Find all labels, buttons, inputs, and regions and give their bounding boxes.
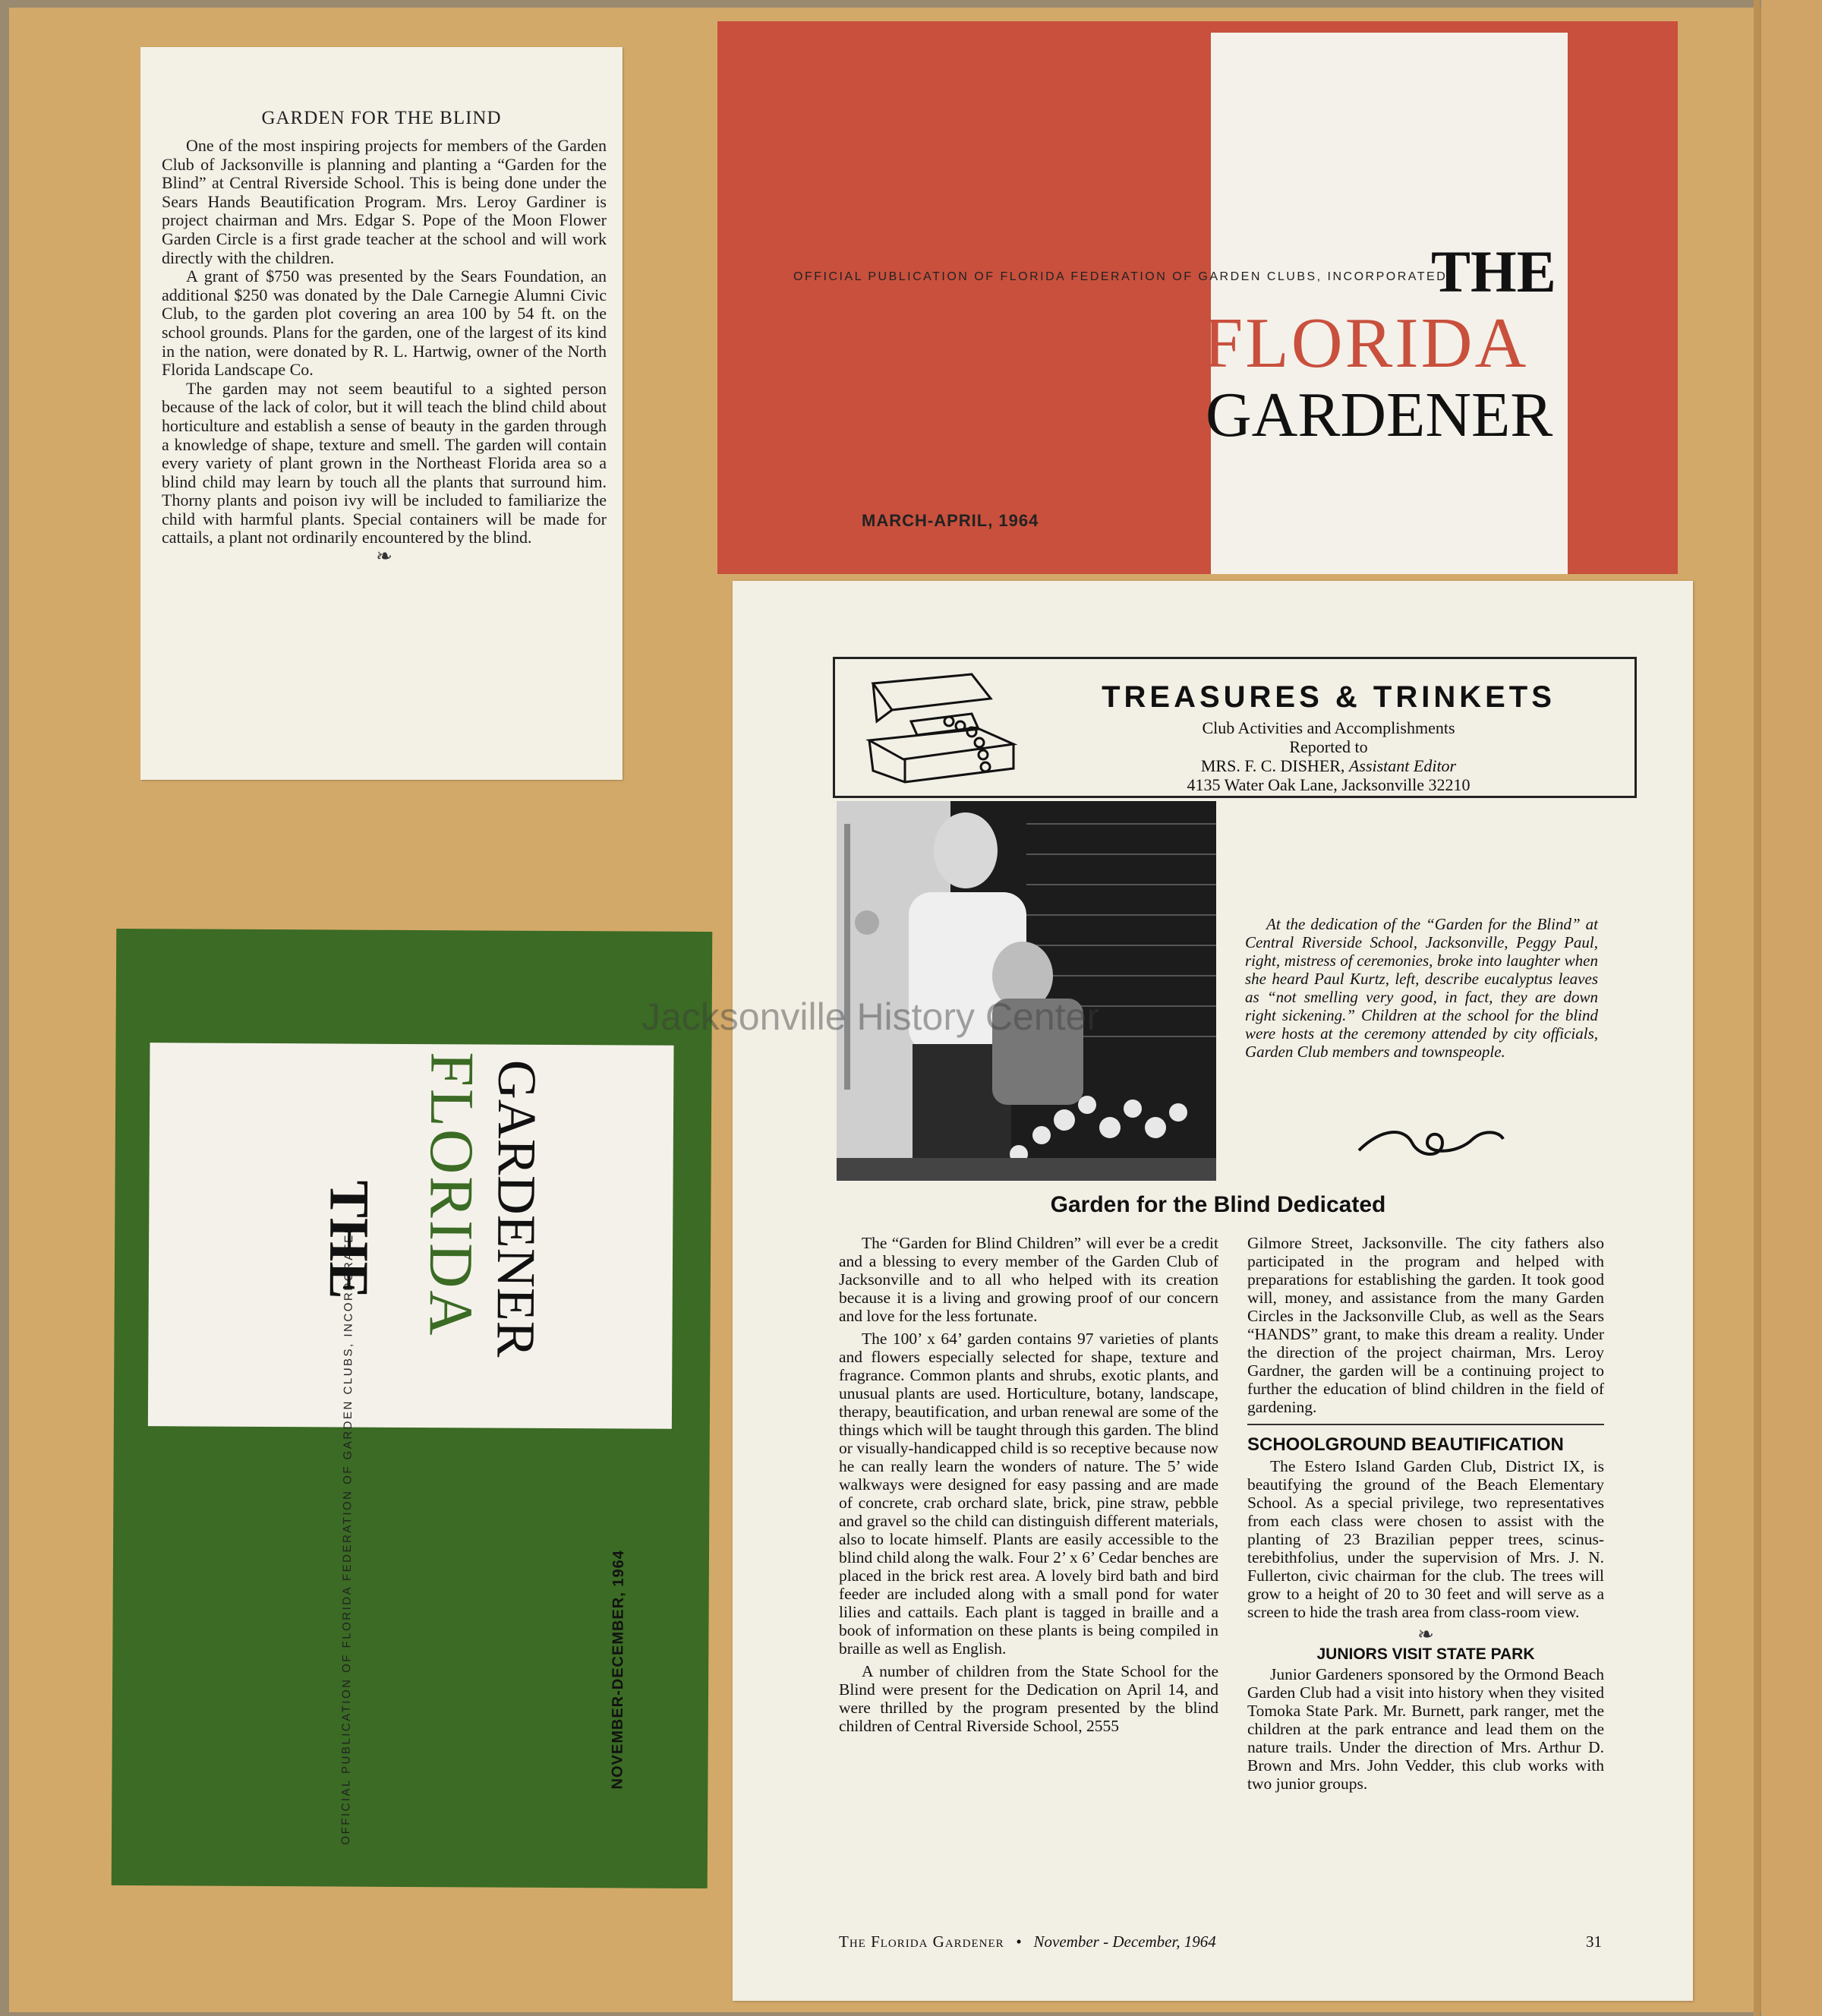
cover-white-band (148, 1043, 674, 1429)
cover-title-florida: FLORIDA (416, 1052, 487, 1338)
footer-date: November - December, 1964 (1033, 1932, 1216, 1951)
photo-caption: At the dedication of the “Garden for the Blind” at Central Riverside School, Jacksonville, Peggy Paul, right, mistress of ceremonies, broke into laughter when she heard Paul Kurtz, left, describe eucalyptus leaves as “not smelling very good, in fact, they are down right sickening.” Children at the school for the blind were hosts at the ceremony attended by city officials, Garden Club members and townspeople. (1245, 915, 1598, 1061)
banner-line: Reported to (1289, 737, 1368, 756)
dedication-photo (837, 801, 1216, 1181)
subhead-juniors: JUNIORS VISIT STATE PARK (1316, 1645, 1535, 1663)
banner-subtitle (1063, 718, 1594, 794)
treasure-chest-icon (858, 668, 1025, 786)
watermark: Jacksonville History Center (641, 995, 1099, 1038)
article-paragraph: The “Garden for Blind Children” will ever be a credit and a blessing to every member of the Garden Club of Jacksonville and to all who helped with its creation because it is a living and growing proof of our concern and love for the less fortunate. (839, 1234, 1218, 1325)
clipping-paragraph: One of the most inspiring projects for members of the Garden Club of Jacksonville is planning and planting a “Garden for the Blind” at Central Riverside School. This is being done under the Sears Hands Beautification Program. Mrs. Leroy Gardiner is project chairman and Mrs. Edgar S. Pope of the Moon Flower Garden Circle is a first grade teacher at the school and will work directly with the children. (162, 136, 607, 267)
clipping-paragraph: A grant of $750 was presented by the Sears Foundation, an additional $250 was donated by the Dale Carnegie Alumni Civic Club, to the garden plot covering an area 100 by 54 ft. on the school grounds. Plans for the garden, one of the largest of its kind in the nation, were donated by R. L. Hartwig, owner of the North Florida Landscape Co. (162, 267, 607, 380)
magazine-page (733, 581, 1693, 2001)
cover-title-florida: FLORIDA (1203, 304, 1529, 383)
footer-publication: The Florida Gardener (839, 1932, 1004, 1951)
article-headline: Garden for the Blind Dedicated (1050, 1192, 1386, 1217)
page-footer (839, 1932, 1602, 1951)
cover-publication-line: OFFICIAL PUBLICATION OF FLORIDA FEDERATION OF GARDEN CLUBS, INCORPORATED (793, 270, 1448, 283)
banner-line: 4135 Water Oak Lane, Jacksonville 32210 (1187, 775, 1471, 794)
article-paragraph: The 100’ x 64’ garden contains 97 varieties of plants and flowers especially selected for shape, texture and fragrance. Common plants and shrubs, exotic plants, and unusual plants are used. Horticulture, botany, landscape, therapy, beautification, and urban renewal are some of the things which will be taught through this garden. The blind or visually-handicapped child is so receptive because now he can really learn the wonders of nature. The 5’ wide walkways were designed for easy passing and are made of concrete, crab orchard slate, brick, pine straw, pebble and gravel so the child can distinguish different materials, also to locate himself. Plants are easily accessible to the blind child along the walk. Four 2’ x 6’ Cedar benches are placed in the brick rest area. A lovely bird bath and bird feeder are included along with a small pond for water lilies and cattails. Each plant is tagged in braille and a book of information on these plants is being compiled in braille as well as English. (839, 1330, 1219, 1658)
page-number: 31 (1586, 1932, 1602, 1951)
magazine-cover-november-december (112, 929, 713, 1888)
article-paragraph: Junior Gardeners sponsored by the Ormond Beach Garden Club had a visit into history when they visited Tomoka State Park. Mr. Burnett, park ranger, met the children at the park entrance and lead them on the nature trails. Under the direction of Mrs. Arthur D. Brown and Mrs. John Vedder, this club works with two junior groups. (1247, 1665, 1604, 1793)
photo-image (837, 801, 1216, 1181)
clipping-paragraph: The garden may not seem beautiful to a sighted person because of the lack of color, but it will teach the blind child about horticulture and establish a sense of beauty in the garden through a knowledge of shape, texture and smell. The garden will contain every variety of plant grown in the Northeast Florida area so a blind child may learn by touch all the plants that surround him. Thorny plants and poison ivy will be included to familiarize the child with harmful plants. Special containers will be made for cattails, a plant not ordinarily encountered by the blind. (162, 378, 607, 547)
banner-title: TREASURES & TRINKETS (1102, 680, 1556, 714)
cover-title-the: THE (1431, 238, 1556, 304)
newspaper-clipping (140, 47, 623, 780)
divider (1247, 1424, 1604, 1425)
article-column-1 (839, 1234, 1218, 1740)
article-column-2 (1247, 1234, 1604, 1797)
article-paragraph: A number of children from the State School for the Blind were present for the Dedication on April 14, and were thrilled by the program presented by the blind children of Central Riverside School, 2555 (839, 1662, 1218, 1735)
ornament-icon: ❧ (376, 545, 392, 568)
scrapbook-margin (1761, 0, 1822, 2016)
swirl-ornament-icon (1351, 1120, 1511, 1166)
cover-title-gardener: GARDENER (1206, 380, 1553, 450)
banner-line (1063, 756, 1594, 775)
cover-publication-line: OFFICIAL PUBLICATION OF FLORIDA FEDERATION OF GARDEN CLUBS, INCORPORATED (339, 1223, 356, 1845)
subhead-schoolground: SCHOOLGROUND BEAUTIFICATION (1247, 1434, 1564, 1455)
section-banner (833, 657, 1637, 798)
binder-edge (1754, 0, 1760, 2016)
clipping-title: GARDEN FOR THE BLIND (261, 108, 502, 128)
editor-name: MRS. F. C. DISHER, (1200, 756, 1345, 775)
ornament-icon: ❧ (1417, 1623, 1434, 1645)
article-paragraph: The Estero Island Garden Club, District IX, is beautifying the ground of the Beach Elementary School. As a special privilege, two representatives from each class were chosen to assist with the planting of 23 Brazilian pepper trees, scinus-terebithfolius, under the supervision of Mrs. J. N. Fullerton, civic chairman for the club. The trees will grow to a height of 20 to 30 feet and will serve as a screen to hide the trash area from class-room view. (1247, 1457, 1604, 1621)
footer-bullet: • (1016, 1932, 1022, 1951)
banner-line: Club Activities and Accomplishments (1202, 718, 1455, 737)
article-paragraph: Gilmore Street, Jacksonville. The city fathers also participated in the program and helped with preparations for establishing the garden. It took good will, money, and assistance from the many Garden Circles in the Jacksonville Club, as well as the Sears “HANDS” grant, to make this dream a reality. Under the direction of the project chairman, Mrs. Leroy Gardner, the garden will be a continuing project to further the education of blind children in the field of gardening. (1247, 1234, 1604, 1416)
cover-title-the: THE (317, 1180, 380, 1300)
cover-issue-date: MARCH-APRIL, 1964 (862, 511, 1039, 530)
cover-title-gardener: GARDENER (485, 1059, 548, 1358)
editor-role: Assistant Editor (1348, 756, 1457, 775)
magazine-cover-march-april (717, 21, 1678, 574)
cover-issue-date: NOVEMBER-DECEMBER, 1964 (609, 1550, 628, 1790)
clipping-body (162, 137, 607, 566)
